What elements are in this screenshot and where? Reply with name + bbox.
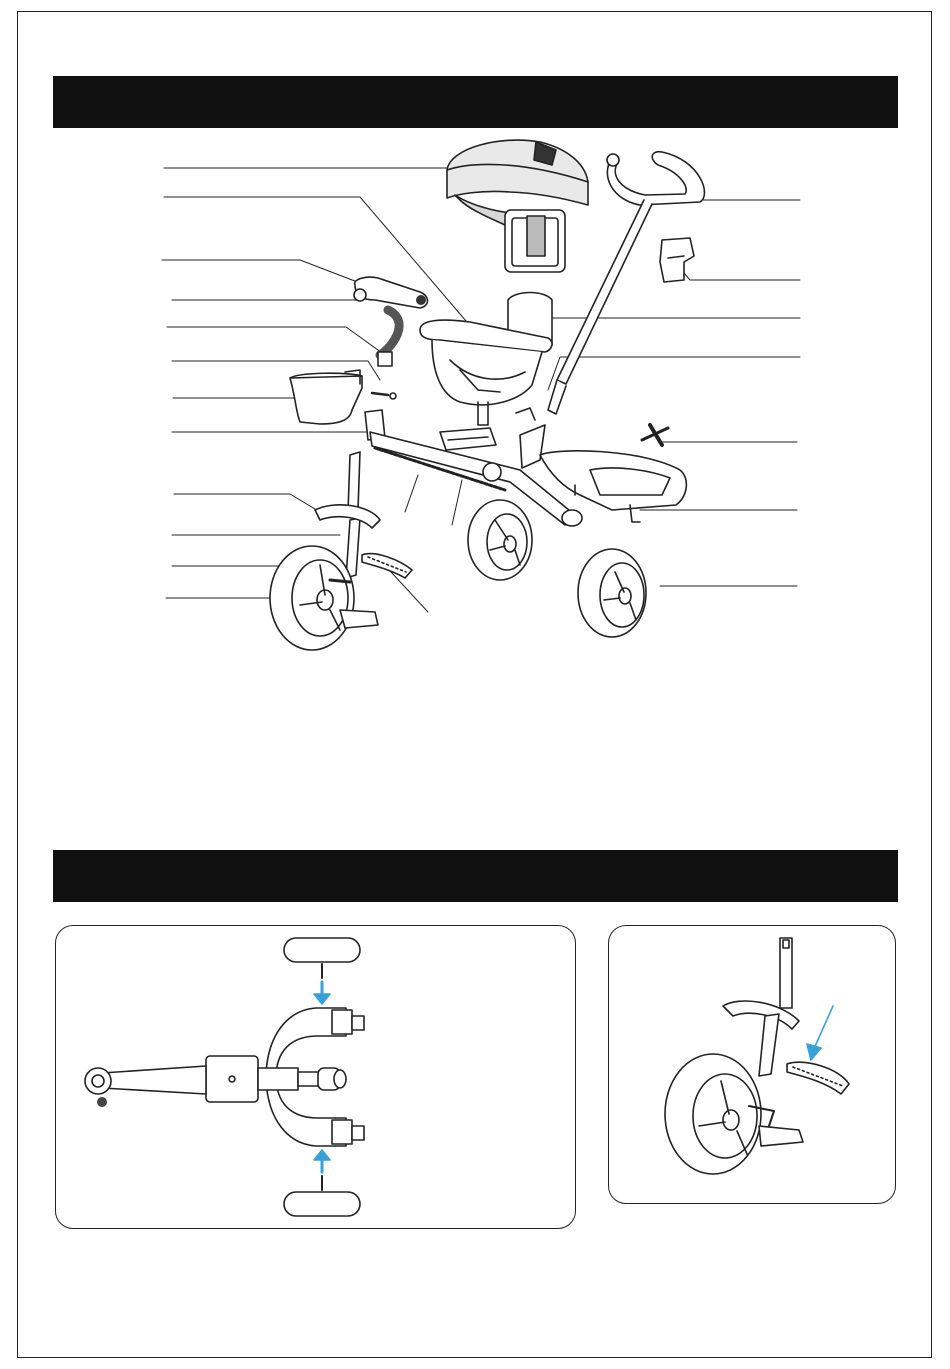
- section-header-assembly: [53, 850, 898, 902]
- spring-part: [378, 310, 399, 366]
- up-arrow-icon: [314, 1150, 330, 1172]
- pedal-part: [362, 554, 412, 578]
- bolt-part: [372, 393, 396, 399]
- front-basket-part: [290, 370, 362, 424]
- pedal-arrow-icon: [807, 1006, 833, 1060]
- rear-wheel-right-part: [578, 549, 646, 637]
- bottom-rear-wheel: [284, 1192, 360, 1216]
- top-rear-wheel: [284, 938, 360, 962]
- handle-clamp-part: [660, 238, 694, 282]
- handlebar-grip-part: [354, 277, 428, 308]
- rear-wheel-attach-diagram: [56, 926, 577, 1230]
- mudguard-part: [315, 505, 380, 528]
- rear-wheel-left-part: [468, 500, 532, 580]
- section-title-assembly: [53, 863, 69, 888]
- assembly-panel-pedals: [608, 925, 896, 1204]
- seat-part: [420, 293, 552, 426]
- pedal-attach-diagram: [609, 926, 897, 1205]
- down-arrow-icon: [314, 982, 330, 1004]
- assembly-panel-rear-wheels: [55, 925, 576, 1229]
- canopy-part: [447, 140, 588, 272]
